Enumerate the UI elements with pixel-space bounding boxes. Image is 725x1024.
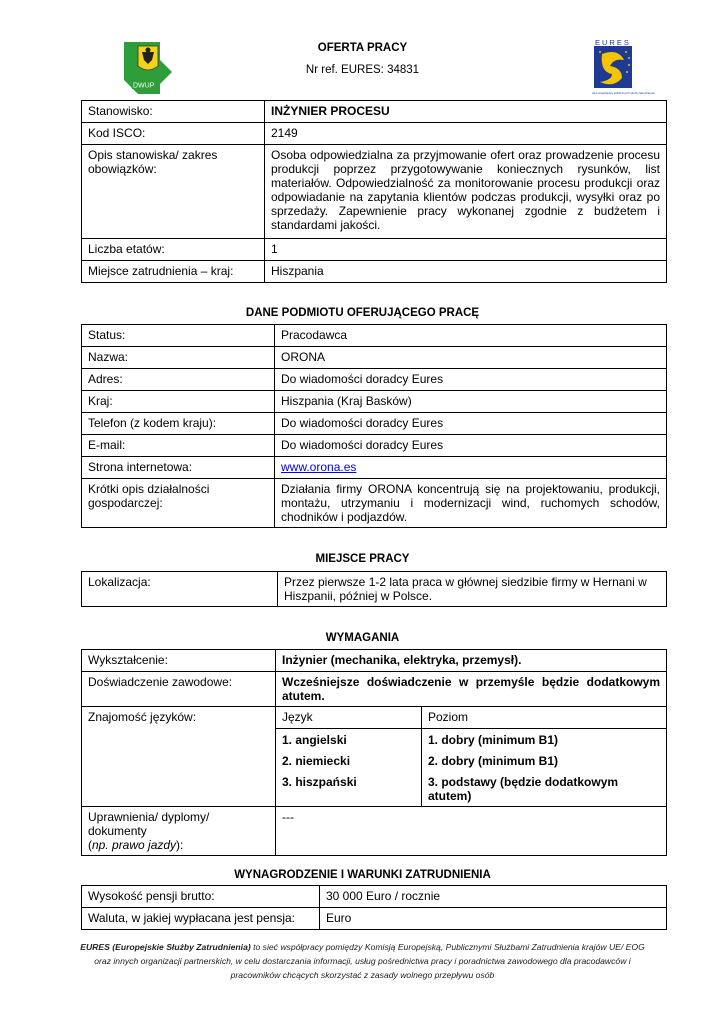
status-value: Pracodawca bbox=[275, 325, 667, 347]
requirements-section-title: WYMAGANIA bbox=[325, 632, 400, 644]
table-row bbox=[82, 145, 667, 239]
licenses-value: --- bbox=[276, 807, 667, 856]
footer-eures-name: EURES (Europejskie Służby Zatrudnienia) bbox=[80, 942, 251, 952]
business-description-label: Krótki opis działalności gospodarczej: bbox=[82, 479, 275, 528]
eures-logo-text: EURES bbox=[595, 38, 631, 47]
language-item: 2. niemiecki bbox=[282, 754, 351, 768]
table-row bbox=[82, 325, 667, 347]
language-column-header: Język bbox=[276, 707, 422, 729]
name-label: Nazwa: bbox=[82, 347, 275, 369]
phone-label: Telefon (z kodem kraju): bbox=[82, 413, 275, 435]
eures-logo-caption: sieć współpracy publicznych służb zatrudnienia bbox=[592, 91, 655, 95]
table-row bbox=[82, 413, 667, 435]
table-row bbox=[82, 369, 667, 391]
currency-value: Euro bbox=[320, 908, 667, 930]
reference-number: Nr ref. EURES: 34831 bbox=[305, 64, 420, 76]
salary-value: 30 000 Euro / rocznie bbox=[320, 886, 667, 908]
education-value: Inżynier (mechanika, elektryka, przemysł). bbox=[276, 650, 667, 672]
licenses-label bbox=[82, 807, 276, 856]
table-row bbox=[82, 457, 667, 479]
workplace-table bbox=[81, 571, 667, 607]
name-value: ORONA bbox=[275, 347, 667, 369]
employer-country-label: Kraj: bbox=[82, 391, 275, 413]
location-value: Przez pierwsze 1-2 lata praca w głównej siedzibie firmy w Hernani w Hiszpanii, później w Polsce. bbox=[278, 572, 667, 607]
licenses-label-paren-close: ): bbox=[176, 838, 184, 852]
country-value: Hiszpania bbox=[265, 261, 667, 283]
language-item: 3. hiszpański bbox=[282, 775, 357, 789]
footer-line-1 bbox=[60, 940, 665, 954]
address-value: Do wiadomości doradcy Eures bbox=[275, 369, 667, 391]
table-row bbox=[82, 707, 667, 729]
business-description-value: Działania firmy ORONA koncentrują się na projektowaniu, produkcji, montażu, utrzymaniu i modernizacji wind, ruchomych schodów, chodników i podjazdów. bbox=[275, 479, 667, 528]
website-link[interactable]: www.orona.es bbox=[281, 460, 357, 474]
description-value: Osoba odpowiedzialna za przyjmowanie ofert oraz prowadzenie procesu produkcji poprzez przygotowywanie koniecznych rysunków, list materiałów. Odpowiedzialność za monitorowanie procesu produkcji oraz odpowiadanie na zapytania klientów podczas produkcji, wysyłki oraz po sprzedaży. Zapewnienie pracy wykonanej zgodnie z budżetem i standardami jakości. bbox=[265, 145, 667, 239]
salary-label: Wysokość pensji brutto: bbox=[82, 886, 320, 908]
level-item: 2. dobry (minimum B1) bbox=[428, 754, 559, 768]
isco-value: 2149 bbox=[265, 123, 667, 145]
description-label: Opis stanowiska/ zakres obowiązków: bbox=[82, 145, 265, 239]
table-row bbox=[82, 391, 667, 413]
employer-section-title: DANE PODMIOTU OFERUJĄCEGO PRACĘ bbox=[245, 307, 480, 319]
requirements-table bbox=[81, 649, 667, 856]
level-item: 1. dobry (minimum B1) bbox=[428, 733, 559, 747]
country-label: Miejsce zatrudnienia – kraj: bbox=[82, 261, 265, 283]
dwup-logo-text: DWUP bbox=[133, 82, 155, 90]
languages-label: Znajomość języków: bbox=[82, 707, 276, 807]
employer-table bbox=[81, 324, 667, 528]
salary-table bbox=[81, 885, 667, 930]
table-row bbox=[82, 101, 667, 123]
phone-value: Do wiadomości doradcy Eures bbox=[275, 413, 667, 435]
level-column-header: Poziom bbox=[422, 707, 667, 729]
footer-line-1-rest: to sieć współpracy pomiędzy Komisją Europejską, Publicznymi Służbami Zatrudnienia krajów UE/ EOG bbox=[250, 942, 645, 952]
table-row bbox=[82, 672, 667, 707]
email-label: E-mail: bbox=[82, 435, 275, 457]
licenses-label-example: np. prawo jazdy bbox=[92, 838, 177, 852]
currency-label: Waluta, w jakiej wypłacana jest pensja: bbox=[82, 908, 320, 930]
positions-count-label: Liczba etatów: bbox=[82, 239, 265, 261]
website-label: Strona internetowa: bbox=[82, 457, 275, 479]
footer-note bbox=[60, 940, 665, 982]
table-row bbox=[82, 807, 667, 856]
location-label: Lokalizacja: bbox=[82, 572, 278, 607]
table-row bbox=[82, 261, 667, 283]
footer-line-3: pracowników chcących skorzystać z zasady wolnego przepływu osób bbox=[230, 970, 495, 980]
employer-country-value: Hiszpania (Kraj Basków) bbox=[275, 391, 667, 413]
positions-count-value: 1 bbox=[265, 239, 667, 261]
table-row bbox=[82, 908, 667, 930]
email-value: Do wiadomości doradcy Eures bbox=[275, 435, 667, 457]
table-row bbox=[82, 435, 667, 457]
table-row bbox=[82, 123, 667, 145]
table-row bbox=[82, 347, 667, 369]
workplace-section-title: MIEJSCE PRACY bbox=[315, 553, 410, 565]
table-row bbox=[82, 650, 667, 672]
experience-label: Doświadczenie zawodowe: bbox=[82, 672, 276, 707]
language-item: 1. angielski bbox=[282, 733, 347, 747]
footer-line-2: oraz innych organizacji partnerskich, w celu dostarczania informacji, usług pośrednictwa pracy i poradnictwa zawodowego dla pracodawców i bbox=[94, 956, 631, 966]
education-label: Wykształcenie: bbox=[82, 650, 276, 672]
level-item: 3. podstawy (będzie dodatkowym atutem) bbox=[428, 775, 619, 803]
status-label: Status: bbox=[82, 325, 275, 347]
licenses-label-main: Uprawnienia/ dyplomy/ dokumenty bbox=[88, 810, 210, 838]
licenses-label-paren-open: ( bbox=[88, 838, 92, 852]
table-row bbox=[82, 572, 667, 607]
address-label: Adres: bbox=[82, 369, 275, 391]
table-row bbox=[82, 479, 667, 528]
isco-label: Kod ISCO: bbox=[82, 123, 265, 145]
position-label: Stanowisko: bbox=[82, 101, 265, 123]
experience-value: Wcześniejsze doświadczenie w przemyśle będzie dodatkowym atutem. bbox=[276, 672, 667, 707]
salary-section-title: WYNAGRODZENIE I WARUNKI ZATRUDNIENIA bbox=[234, 869, 491, 881]
page-title: OFERTA PRACY bbox=[317, 42, 408, 54]
table-row bbox=[82, 239, 667, 261]
table-row bbox=[82, 886, 667, 908]
job-table bbox=[81, 100, 667, 283]
position-value: INŻYNIER PROCESU bbox=[265, 101, 667, 123]
